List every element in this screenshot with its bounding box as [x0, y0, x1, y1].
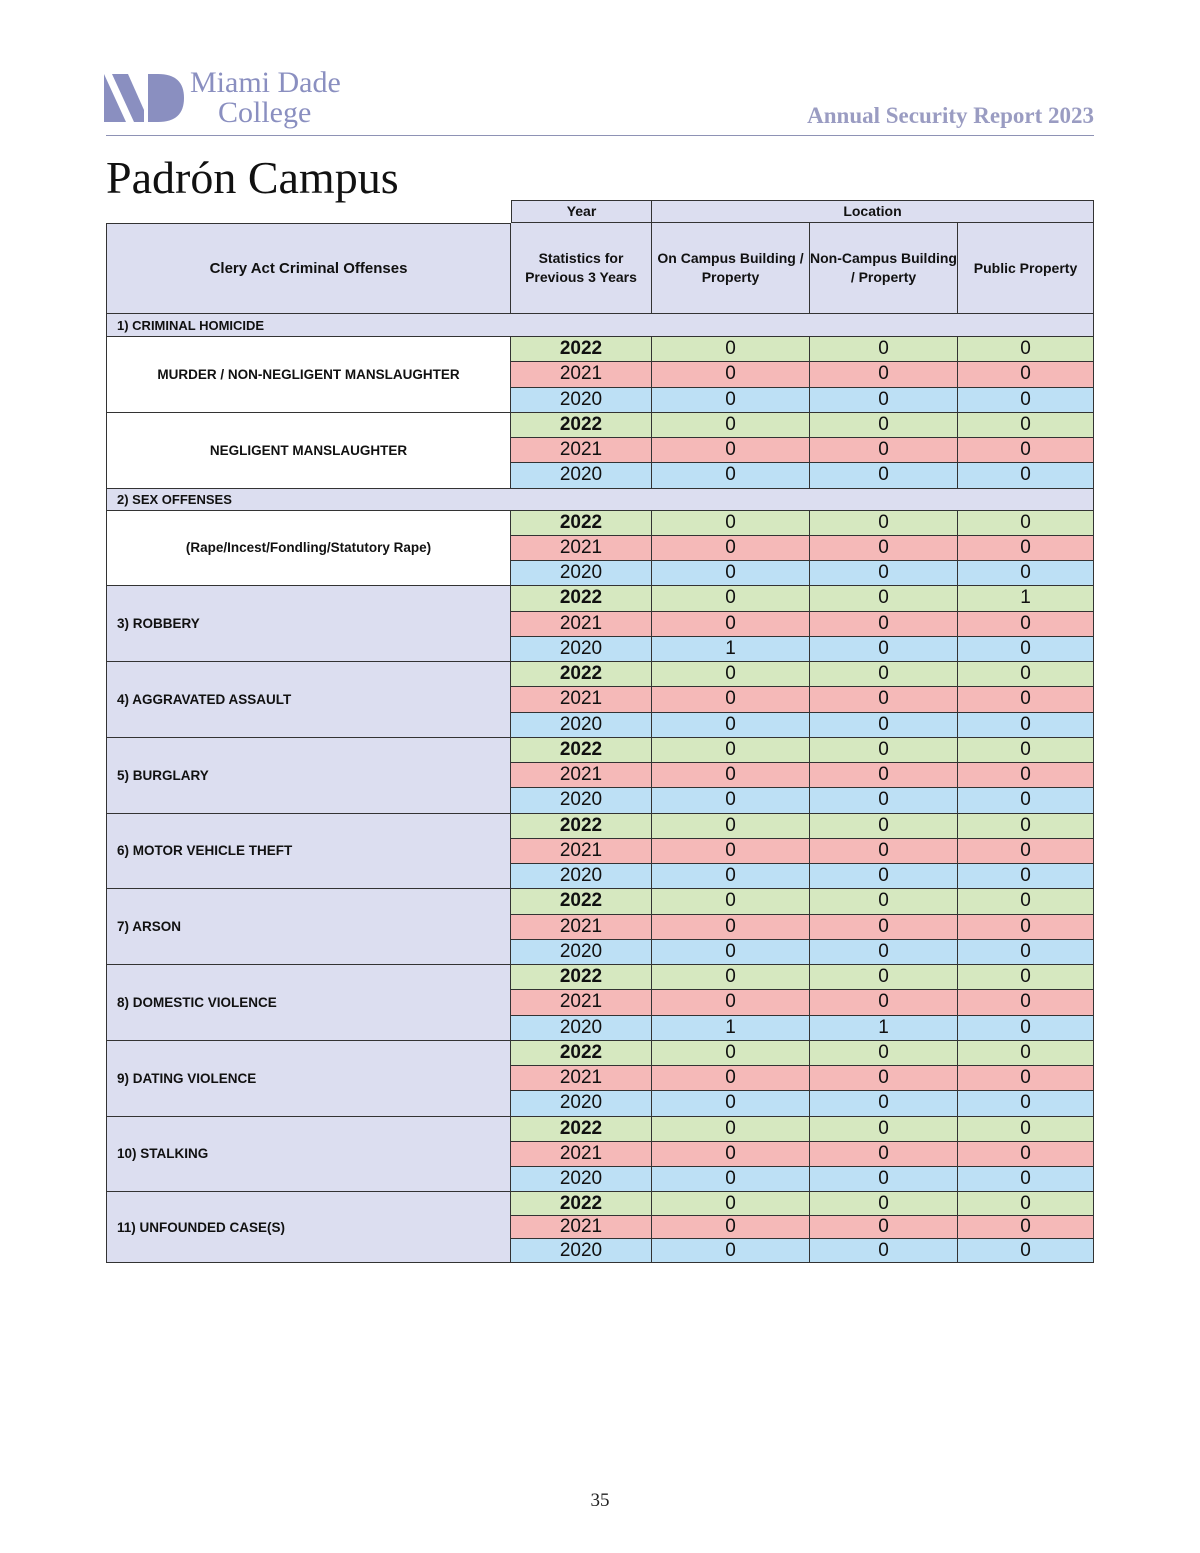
- count-cell-on-campus: 0: [652, 1091, 810, 1116]
- offense-label: 3) ROBBERY: [106, 586, 511, 662]
- count-cell-public-property: 0: [958, 889, 1094, 914]
- count-cell-non-campus: 0: [810, 463, 958, 488]
- count-cell-public-property: 0: [958, 337, 1094, 362]
- count-cell-non-campus: 0: [810, 763, 958, 788]
- year-cell: 2020: [511, 1016, 652, 1041]
- year-cell: 2020: [511, 1091, 652, 1116]
- count-cell-public-property: 0: [958, 362, 1094, 387]
- year-cell: 2022: [511, 1117, 652, 1142]
- year-cell: 2021: [511, 536, 652, 561]
- count-cell-on-campus: 0: [652, 388, 810, 413]
- count-cell-non-campus: 0: [810, 839, 958, 864]
- count-cell-on-campus: 0: [652, 1239, 810, 1263]
- count-cell-public-property: 0: [958, 511, 1094, 536]
- count-cell-non-campus: 0: [810, 1091, 958, 1116]
- count-cell-non-campus: 0: [810, 612, 958, 637]
- count-cell-non-campus: 0: [810, 889, 958, 914]
- year-cell: 2020: [511, 388, 652, 413]
- year-cell: 2021: [511, 438, 652, 463]
- count-cell-non-campus: 0: [810, 864, 958, 889]
- year-cell: 2022: [511, 965, 652, 990]
- section-header: 2) SEX OFFENSES: [106, 489, 1094, 511]
- clery-offenses-table: [106, 200, 1094, 1498]
- count-cell-public-property: 0: [958, 915, 1094, 940]
- offense-label: MURDER / NON-NEGLIGENT MANSLAUGHTER: [106, 337, 511, 413]
- count-cell-on-campus: 0: [652, 915, 810, 940]
- year-cell: 2022: [511, 511, 652, 536]
- offense-label: 6) MOTOR VEHICLE THEFT: [106, 814, 511, 890]
- count-cell-public-property: 0: [958, 990, 1094, 1015]
- count-cell-public-property: 1: [958, 586, 1094, 611]
- count-cell-public-property: 0: [958, 1167, 1094, 1192]
- count-cell-non-campus: 0: [810, 536, 958, 561]
- count-cell-public-property: 0: [958, 763, 1094, 788]
- offense-label: 7) ARSON: [106, 889, 511, 965]
- offense-label: 11) UNFOUNDED CASE(S): [106, 1192, 511, 1263]
- offense-label: 4) AGGRAVATED ASSAULT: [106, 662, 511, 738]
- count-cell-public-property: 0: [958, 413, 1094, 438]
- header-stats: Statistics for Previous 3 Years: [511, 223, 652, 314]
- count-cell-public-property: 0: [958, 662, 1094, 687]
- count-cell-non-campus: 0: [810, 965, 958, 990]
- count-cell-non-campus: 0: [810, 1167, 958, 1192]
- year-cell: 2021: [511, 612, 652, 637]
- year-cell: 2020: [511, 637, 652, 662]
- count-cell-on-campus: 1: [652, 637, 810, 662]
- count-cell-on-campus: 0: [652, 965, 810, 990]
- college-logo: [104, 68, 354, 128]
- count-cell-non-campus: 0: [810, 388, 958, 413]
- offense-label: NEGLIGENT MANSLAUGHTER: [106, 413, 511, 489]
- count-cell-on-campus: 0: [652, 1117, 810, 1142]
- count-cell-public-property: 0: [958, 612, 1094, 637]
- count-cell-non-campus: 0: [810, 413, 958, 438]
- header-on-campus: On Campus Building / Property: [652, 223, 810, 314]
- count-cell-public-property: 0: [958, 1192, 1094, 1216]
- header-year-group: Year: [511, 200, 652, 223]
- logo-wordmark-line1: Miami Dade: [190, 66, 341, 99]
- count-cell-on-campus: 0: [652, 463, 810, 488]
- count-cell-on-campus: 0: [652, 763, 810, 788]
- count-cell-public-property: 0: [958, 864, 1094, 889]
- count-cell-on-campus: 1: [652, 1016, 810, 1041]
- count-cell-public-property: 0: [958, 788, 1094, 813]
- count-cell-on-campus: 0: [652, 1066, 810, 1091]
- count-cell-on-campus: 0: [652, 662, 810, 687]
- count-cell-non-campus: 0: [810, 1142, 958, 1167]
- year-cell: 2022: [511, 1041, 652, 1066]
- year-cell: 2022: [511, 586, 652, 611]
- offense-label: 8) DOMESTIC VIOLENCE: [106, 965, 511, 1041]
- count-cell-non-campus: 0: [810, 990, 958, 1015]
- count-cell-non-campus: 0: [810, 1117, 958, 1142]
- year-cell: 2021: [511, 915, 652, 940]
- section-header: 1) CRIMINAL HOMICIDE: [106, 314, 1094, 337]
- year-cell: 2020: [511, 463, 652, 488]
- year-cell: 2020: [511, 788, 652, 813]
- count-cell-on-campus: 0: [652, 889, 810, 914]
- count-cell-public-property: 0: [958, 438, 1094, 463]
- count-cell-non-campus: 0: [810, 561, 958, 586]
- year-cell: 2021: [511, 839, 652, 864]
- offense-label: 5) BURGLARY: [106, 738, 511, 814]
- year-cell: 2021: [511, 1066, 652, 1091]
- count-cell-on-campus: 0: [652, 839, 810, 864]
- count-cell-non-campus: 0: [810, 687, 958, 712]
- count-cell-on-campus: 0: [652, 612, 810, 637]
- count-cell-on-campus: 0: [652, 1041, 810, 1066]
- year-cell: 2020: [511, 713, 652, 738]
- count-cell-non-campus: 0: [810, 940, 958, 965]
- count-cell-non-campus: 0: [810, 637, 958, 662]
- count-cell-non-campus: 0: [810, 438, 958, 463]
- count-cell-non-campus: 0: [810, 511, 958, 536]
- count-cell-public-property: 0: [958, 814, 1094, 839]
- count-cell-non-campus: 0: [810, 713, 958, 738]
- count-cell-public-property: 0: [958, 637, 1094, 662]
- count-cell-non-campus: 0: [810, 1216, 958, 1239]
- count-cell-on-campus: 0: [652, 738, 810, 763]
- count-cell-public-property: 0: [958, 1216, 1094, 1239]
- count-cell-on-campus: 0: [652, 864, 810, 889]
- count-cell-non-campus: 0: [810, 1041, 958, 1066]
- count-cell-on-campus: 0: [652, 561, 810, 586]
- count-cell-on-campus: 0: [652, 814, 810, 839]
- count-cell-on-campus: 0: [652, 687, 810, 712]
- count-cell-on-campus: 0: [652, 337, 810, 362]
- page-title: Padrón Campus: [106, 152, 399, 203]
- count-cell-non-campus: 1: [810, 1016, 958, 1041]
- count-cell-public-property: 0: [958, 463, 1094, 488]
- count-cell-public-property: 0: [958, 738, 1094, 763]
- header-public-property: Public Property: [958, 223, 1094, 314]
- count-cell-non-campus: 0: [810, 1066, 958, 1091]
- count-cell-non-campus: 0: [810, 1192, 958, 1216]
- count-cell-public-property: 0: [958, 1239, 1094, 1263]
- count-cell-public-property: 0: [958, 713, 1094, 738]
- year-cell: 2021: [511, 687, 652, 712]
- year-cell: 2022: [511, 1192, 652, 1216]
- year-cell: 2020: [511, 561, 652, 586]
- count-cell-public-property: 0: [958, 940, 1094, 965]
- count-cell-public-property: 0: [958, 1142, 1094, 1167]
- md-logo-icon: [104, 70, 184, 122]
- count-cell-non-campus: 0: [810, 337, 958, 362]
- count-cell-public-property: 0: [958, 1016, 1094, 1041]
- offense-label: (Rape/Incest/Fondling/Statutory Rape): [106, 511, 511, 587]
- count-cell-on-campus: 0: [652, 713, 810, 738]
- year-cell: 2022: [511, 814, 652, 839]
- count-cell-public-property: 0: [958, 965, 1094, 990]
- count-cell-public-property: 0: [958, 388, 1094, 413]
- year-cell: 2022: [511, 662, 652, 687]
- count-cell-on-campus: 0: [652, 1192, 810, 1216]
- count-cell-on-campus: 0: [652, 1142, 810, 1167]
- report-title: Annual Security Report 2023: [807, 103, 1094, 128]
- count-cell-non-campus: 0: [810, 915, 958, 940]
- year-cell: 2022: [511, 889, 652, 914]
- count-cell-public-property: 0: [958, 1117, 1094, 1142]
- count-cell-public-property: 0: [958, 687, 1094, 712]
- count-cell-on-campus: 0: [652, 413, 810, 438]
- count-cell-public-property: 0: [958, 1041, 1094, 1066]
- count-cell-on-campus: 0: [652, 788, 810, 813]
- count-cell-on-campus: 0: [652, 536, 810, 561]
- header-non-campus: Non-Campus Building / Property: [810, 223, 958, 314]
- count-cell-public-property: 0: [958, 561, 1094, 586]
- header-divider: [106, 135, 1094, 136]
- header-spacer: [106, 200, 511, 223]
- count-cell-public-property: 0: [958, 536, 1094, 561]
- year-cell: 2020: [511, 1239, 652, 1263]
- year-cell: 2021: [511, 763, 652, 788]
- year-cell: 2022: [511, 337, 652, 362]
- count-cell-non-campus: 0: [810, 362, 958, 387]
- count-cell-on-campus: 0: [652, 990, 810, 1015]
- year-cell: 2020: [511, 864, 652, 889]
- count-cell-on-campus: 0: [652, 511, 810, 536]
- year-cell: 2021: [511, 1216, 652, 1239]
- year-cell: 2020: [511, 1167, 652, 1192]
- offense-label: 9) DATING VIOLENCE: [106, 1041, 511, 1117]
- count-cell-public-property: 0: [958, 839, 1094, 864]
- year-cell: 2021: [511, 990, 652, 1015]
- count-cell-non-campus: 0: [810, 814, 958, 839]
- year-cell: 2022: [511, 738, 652, 763]
- count-cell-on-campus: 0: [652, 362, 810, 387]
- year-cell: 2022: [511, 413, 652, 438]
- header-location-group: Location: [652, 200, 1094, 223]
- logo-wordmark-line2: College: [218, 96, 312, 129]
- count-cell-on-campus: 0: [652, 1167, 810, 1192]
- count-cell-on-campus: 0: [652, 940, 810, 965]
- year-cell: 2021: [511, 1142, 652, 1167]
- header-offense: Clery Act Criminal Offenses: [106, 223, 511, 314]
- count-cell-non-campus: 0: [810, 738, 958, 763]
- count-cell-non-campus: 0: [810, 662, 958, 687]
- count-cell-on-campus: 0: [652, 1216, 810, 1239]
- count-cell-on-campus: 0: [652, 586, 810, 611]
- count-cell-non-campus: 0: [810, 1239, 958, 1263]
- count-cell-public-property: 0: [958, 1091, 1094, 1116]
- year-cell: 2021: [511, 362, 652, 387]
- count-cell-public-property: 0: [958, 1066, 1094, 1091]
- count-cell-non-campus: 0: [810, 586, 958, 611]
- count-cell-non-campus: 0: [810, 788, 958, 813]
- count-cell-on-campus: 0: [652, 438, 810, 463]
- offense-label: 10) STALKING: [106, 1117, 511, 1193]
- page-number: 35: [590, 1490, 610, 1511]
- year-cell: 2020: [511, 940, 652, 965]
